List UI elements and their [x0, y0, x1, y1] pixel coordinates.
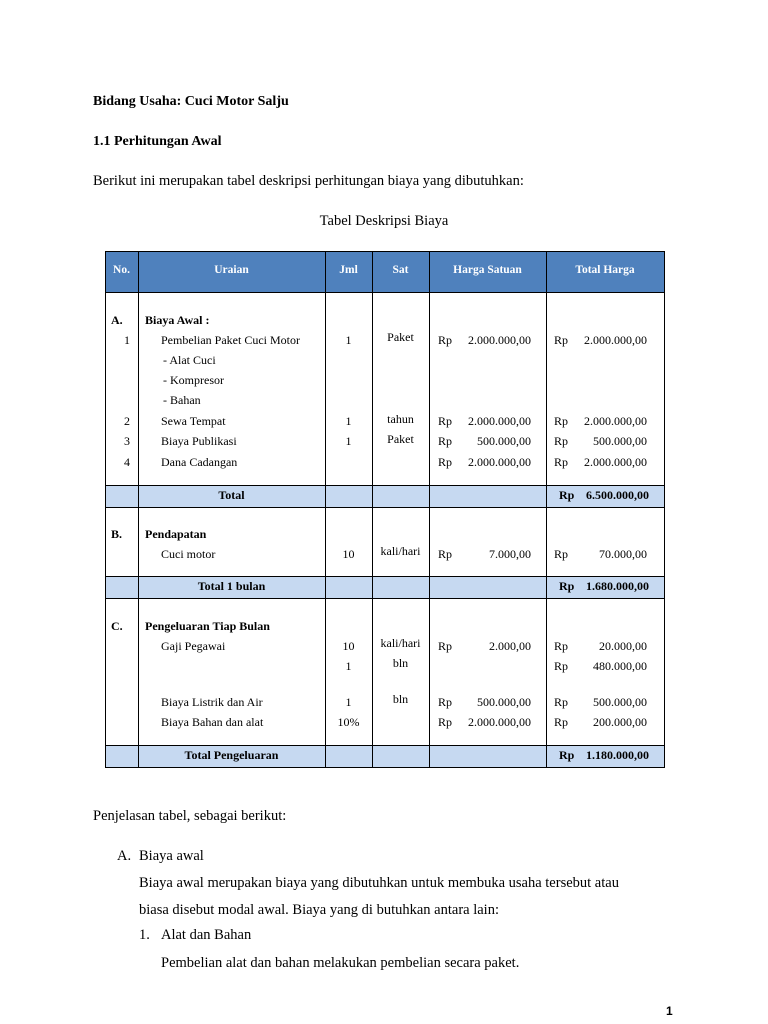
total-c-value: 1.180.000,00 [586, 748, 649, 762]
header-no: No. [113, 264, 130, 276]
total-b-value: 1.680.000,00 [586, 579, 649, 593]
total-c-label: Total Pengeluaran [184, 748, 279, 762]
section-c-title: Pengeluaran Tiap Bulan [145, 619, 270, 633]
total-a-label: Total [218, 488, 245, 502]
paragraph-line: Biaya awal merupakan biaya yang dibutuhkan untuk membuka usaha tersebut atau [139, 875, 619, 891]
subitem-alat-cuci: - Alat Cuci [163, 353, 216, 367]
header-harga-satuan: Harga Satuan [453, 264, 522, 276]
list-1-title: Alat dan Bahan [161, 927, 252, 943]
subitem-kompresor: - Kompresor [163, 373, 224, 387]
list-a-title: Biaya awal [139, 848, 204, 864]
total-c-rp: Rp [559, 748, 575, 762]
section-a-title: Biaya Awal : [145, 313, 210, 327]
header-sat: Sat [392, 264, 409, 276]
section-c-label: C. [111, 619, 123, 633]
section-a-label: A. [111, 313, 123, 327]
section-b-label: B. [111, 527, 123, 541]
total-b-rp: Rp [559, 579, 575, 593]
header-total-harga: Total Harga [575, 264, 635, 276]
document-title: Bidang Usaha: Cuci Motor Salju [93, 94, 289, 109]
cost-table: No. Uraian Jml Sat Harga Satuan Total Harga A. Biaya Awal : 1 Pembelian Paket Cuci Motor 1 Paket Rp 2.000.000,00 Rp 2.000.000,00 - Alat Cuci - Kompresor - Bahan 2 Sewa Tempat 1 tahun Rp 2.000.000,00 Rp 2.000.000,00 3 Biaya Publikasi 1 Paket Rp 500.000,00 Rp 500.000,00 4 Dana Cadangan Rp 2.000.000,00 Rp 2.000.000,00 Total Rp 6.500.000,00 B. Pendapatan Cuci motor 10 kali/hari Rp 7.000,00 Rp 70.000,00 Total 1 bulan Rp 1.680.000,00 C. Pengeluaran Tiap Bulan Gaji Pegawai 10 1 kali/hari bln Rp 2.000,00 Rp 20.000,00 Rp 480.000,00 Biaya Listrik dan Air 1 bln Rp 500.000,00 Rp 500.000,00 Biaya Bahan dan alat 10% Rp 2.000.000,00 Rp 200.000,00 Total Pengeluaran Rp 1.180.000,00 [105, 251, 664, 767]
paragraph-line: Pembelian alat dan bahan melakukan pembelian secara paket. [161, 955, 520, 971]
header-jml: Jml [339, 264, 358, 276]
header-uraian: Uraian [214, 264, 249, 276]
explanation-heading: Penjelasan tabel, sebagai berikut: [93, 808, 287, 824]
page-number: 1 [666, 1004, 673, 1018]
total-a-rp: Rp [559, 488, 575, 502]
section-heading: 1.1 Perhitungan Awal [93, 134, 222, 149]
paragraph-line: biasa disebut modal awal. Biaya yang di butuhkan antara lain: [139, 902, 499, 918]
intro-paragraph: Berikut ini merupakan tabel deskripsi perhitungan biaya yang dibutuhkan: [93, 173, 524, 189]
table-caption: Tabel Deskripsi Biaya [319, 213, 449, 229]
total-b-label: Total 1 bulan [197, 579, 266, 593]
list-a-marker: A. [117, 848, 132, 864]
subitem-bahan: - Bahan [163, 393, 201, 407]
section-b-title: Pendapatan [145, 527, 207, 541]
list-1-marker: 1. [139, 927, 150, 943]
total-a-value: 6.500.000,00 [586, 488, 649, 502]
